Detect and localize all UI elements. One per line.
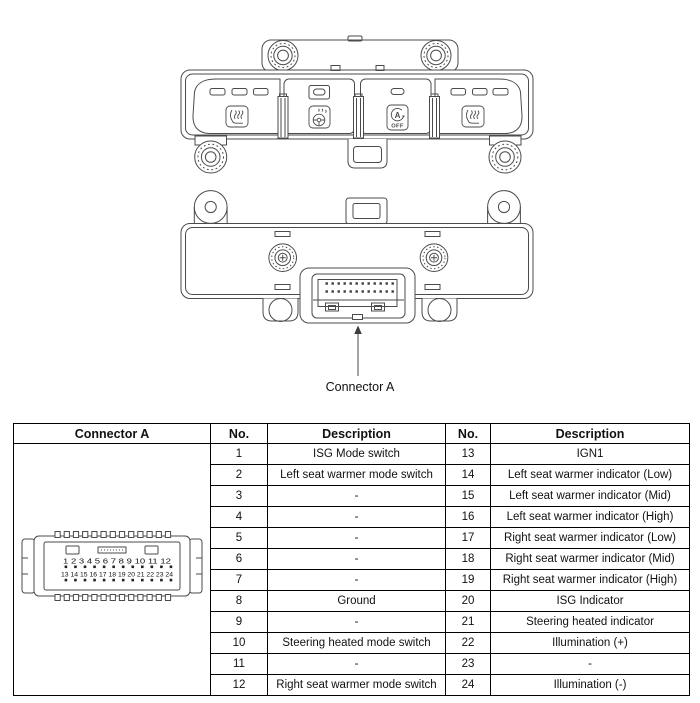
pin-square	[103, 579, 106, 582]
header-connector: Connector A	[14, 424, 211, 444]
connector-pin-dot	[368, 290, 370, 292]
castellation-bottom	[110, 595, 115, 601]
connector-pin-dot	[380, 282, 382, 284]
pin-no: 21	[446, 612, 491, 633]
pin-square	[65, 566, 68, 569]
pin-square	[103, 566, 106, 569]
header-description-1: Description	[268, 424, 446, 444]
pin-no: 13	[446, 444, 491, 465]
pin-no: 3	[211, 486, 268, 507]
pin-desc: Left seat warmer indicator (Mid)	[491, 486, 690, 507]
pin-desc: ISG Indicator	[491, 591, 690, 612]
connector-pin-dot	[356, 290, 358, 292]
isg-off-label: OFF	[391, 123, 404, 130]
castellation-top	[138, 532, 143, 538]
connector-pin-dot	[392, 290, 394, 292]
pin-desc: -	[268, 570, 446, 591]
connector-pin-dot	[344, 282, 346, 284]
pin-square	[84, 579, 87, 582]
pin-desc: Right seat warmer indicator (Low)	[491, 528, 690, 549]
pin-no: 8	[211, 591, 268, 612]
castellation-top	[119, 532, 124, 538]
connector-pin-dot	[350, 282, 352, 284]
connector-pin-dot	[374, 282, 376, 284]
castellation-top	[92, 532, 97, 538]
connector-pin-dot	[362, 282, 364, 284]
mounting-boss-bottom-left	[195, 141, 227, 173]
isg-a-glyph: A	[394, 110, 401, 120]
castellation-bottom	[147, 595, 152, 601]
connector-pin-dot	[368, 282, 370, 284]
connector-pin-dot	[338, 282, 340, 284]
connector-pinmap-cell	[14, 444, 211, 696]
pin-desc: -	[491, 654, 690, 675]
table-header-row	[14, 424, 690, 444]
castellation-bottom	[156, 595, 161, 601]
mounting-tab-top-left	[194, 191, 227, 224]
pin-square	[65, 579, 68, 582]
pin-desc: Right seat warmer indicator (High)	[491, 570, 690, 591]
castellation-top	[156, 532, 161, 538]
pin-square	[131, 579, 134, 582]
pin-no: 2	[211, 465, 268, 486]
mounting-boss-top-right	[421, 41, 451, 71]
connector-pin-dot	[344, 290, 346, 292]
pin-square	[141, 566, 144, 569]
castellation-top	[110, 532, 115, 538]
pin-no: 14	[446, 465, 491, 486]
pin-desc: -	[268, 507, 446, 528]
castellation-top	[147, 532, 152, 538]
castellation-bottom	[129, 595, 134, 601]
pin-desc: -	[268, 549, 446, 570]
pin-no: 6	[211, 549, 268, 570]
connector-pin-dot	[356, 282, 358, 284]
pin-no: 16	[446, 507, 491, 528]
pin-desc: Right seat warmer indicator (Mid)	[491, 549, 690, 570]
pin-no: 12	[211, 675, 268, 696]
connector-pin-dot	[392, 282, 394, 284]
castellation-top	[64, 532, 69, 538]
pin-square	[93, 566, 96, 569]
connector-pin-dot	[338, 290, 340, 292]
castellation-top	[129, 532, 134, 538]
connector-a-pinmap	[20, 528, 204, 608]
castellation-bottom	[64, 595, 69, 601]
connector-a-callout-arrow	[354, 326, 362, 377]
pin-square	[170, 566, 173, 569]
switch-panel-front-view	[181, 36, 533, 173]
connector-pin-dot	[362, 290, 364, 292]
mounting-tab-bottom-right	[422, 299, 457, 322]
pin-square	[84, 566, 87, 569]
mounting-tab-top-right	[488, 191, 521, 224]
pin-no: 11	[211, 654, 268, 675]
pin-square	[112, 579, 115, 582]
connector-pin-dot	[386, 290, 388, 292]
pin-no: 17	[446, 528, 491, 549]
pin-no: 10	[211, 633, 268, 654]
pin-no: 22	[446, 633, 491, 654]
pin-desc: Left seat warmer mode switch	[268, 465, 446, 486]
pin-no: 20	[446, 591, 491, 612]
pin-no: 7	[211, 570, 268, 591]
pin-square	[160, 579, 163, 582]
pin-desc: IGN1	[491, 444, 690, 465]
connector-pin-dot	[380, 290, 382, 292]
pin-desc: Right seat warmer mode switch	[268, 675, 446, 696]
pin-desc: -	[268, 654, 446, 675]
header-no-1: No.	[211, 424, 268, 444]
pin-square	[93, 579, 96, 582]
pin-desc: Illumination (-)	[491, 675, 690, 696]
pin-desc: Ground	[268, 591, 446, 612]
connector-pin-dot	[332, 282, 334, 284]
castellation-bottom	[165, 595, 170, 601]
pin-desc: Steering heated indicator	[491, 612, 690, 633]
pin-no: 23	[446, 654, 491, 675]
pin-desc: Left seat warmer indicator (Low)	[491, 465, 690, 486]
castellation-bottom	[73, 595, 78, 601]
pin-square	[74, 566, 77, 569]
castellation-bottom	[83, 595, 88, 601]
header-description-2: Description	[491, 424, 690, 444]
header-no-2: No.	[446, 424, 491, 444]
castellation-top	[55, 532, 60, 538]
pin-no: 9	[211, 612, 268, 633]
pin-no: 24	[446, 675, 491, 696]
connector-pin-dot	[386, 282, 388, 284]
table-row	[14, 444, 690, 465]
pin-no: 4	[211, 507, 268, 528]
connector-pin-dot	[326, 282, 328, 284]
castellation-bottom	[119, 595, 124, 601]
pin-square	[131, 566, 134, 569]
pin-square	[170, 579, 173, 582]
pin-desc: Left seat warmer indicator (High)	[491, 507, 690, 528]
castellation-bottom	[101, 595, 106, 601]
pin-desc: -	[268, 486, 446, 507]
connector-pin-dot	[326, 290, 328, 292]
castellation-top	[83, 532, 88, 538]
mounting-boss-bottom-right	[489, 141, 521, 173]
pin-desc: Steering heated mode switch	[268, 633, 446, 654]
mounting-tab-bottom-left	[263, 299, 298, 322]
pin-square	[151, 566, 154, 569]
pin-square	[122, 579, 125, 582]
switch-panel-back-view	[181, 191, 533, 376]
pin-square	[160, 566, 163, 569]
pin-desc: ISG Mode switch	[268, 444, 446, 465]
connector-pin-dot	[332, 290, 334, 292]
pin-square	[74, 579, 77, 582]
pin-square	[112, 566, 115, 569]
pin-desc: Illumination (+)	[491, 633, 690, 654]
castellation-bottom	[92, 595, 97, 601]
pin-desc: -	[268, 528, 446, 549]
pinout-table	[13, 423, 690, 696]
mounting-boss-top-left	[268, 41, 298, 71]
castellation-top	[101, 532, 106, 538]
pin-square	[122, 566, 125, 569]
castellation-bottom	[138, 595, 143, 601]
pin-no: 1	[211, 444, 268, 465]
pin-no: 19	[446, 570, 491, 591]
connector-pin-dot	[350, 290, 352, 292]
pin-square	[151, 579, 154, 582]
connector-a-label: Connector A	[325, 380, 395, 394]
castellation-top	[165, 532, 170, 538]
pin-square	[141, 579, 144, 582]
castellation-bottom	[55, 595, 60, 601]
pin-desc: -	[268, 612, 446, 633]
castellation-top	[73, 532, 78, 538]
connector-pin-dot	[374, 290, 376, 292]
connector-a	[300, 268, 415, 323]
pin-no: 5	[211, 528, 268, 549]
pin-no: 15	[446, 486, 491, 507]
pin-numbers-row-2: 13 14 15 16 17 18 19 20 21 22 23 24	[61, 571, 174, 579]
pin-no: 18	[446, 549, 491, 570]
pin-numbers-row-1: 1 2 3 4 5 6 7 8 9 10 11 12	[63, 556, 171, 566]
